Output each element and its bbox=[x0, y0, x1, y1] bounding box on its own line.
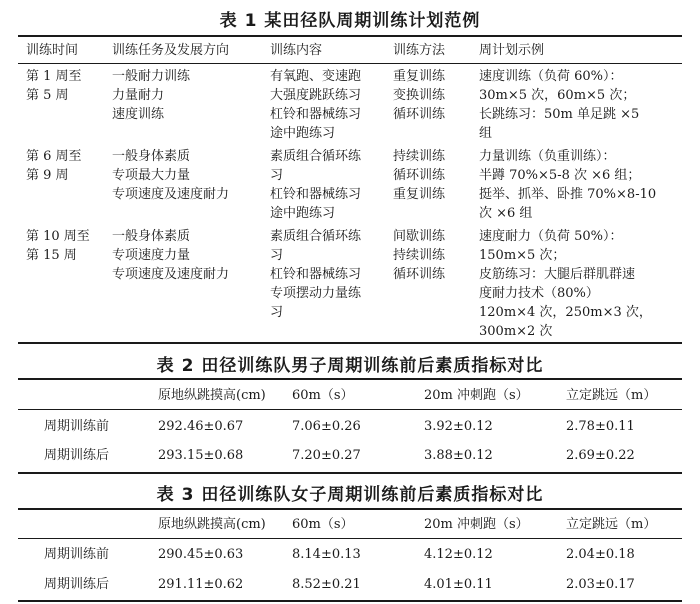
table3-row2-20m-sprint: 4.01±0.11 bbox=[424, 577, 493, 592]
table1-row1-method: 重复训练 变换训练 循环训练 bbox=[393, 69, 446, 122]
table3-row1-long-jump: 2.04±0.18 bbox=[566, 547, 635, 562]
table1-row3-plan: 速度耐力（负荷 50%）： 150m×5 次； 皮筋练习：大腿后群肌群速 度耐力技术（80%） 120m×4 次，250m×3 次， 300m×2 次 bbox=[479, 229, 652, 339]
table1-row1-task: 一般耐力训练 力量耐力 速度训练 bbox=[112, 69, 191, 122]
table3-row2-label: 周期训练后 bbox=[44, 577, 110, 592]
table3-row2-60m: 8.52±0.21 bbox=[292, 577, 361, 592]
table3-row1-20m-sprint: 4.12±0.12 bbox=[424, 547, 493, 562]
table2-row1-label: 周期训练前 bbox=[44, 419, 110, 434]
table1-row2-plan: 力量训练（负重训练）： 半蹲 70%×5-8 次 ×6 组； 挺举、抓举、卧推 70%×8-10 次 ×6 组 bbox=[479, 149, 657, 221]
table3-row2-jump-reach: 291.11±0.62 bbox=[158, 577, 244, 592]
table2-row1-jump-reach: 292.46±0.67 bbox=[158, 419, 244, 434]
table3-header-20m-sprint: 20m 冲刺跑（s） bbox=[424, 517, 529, 532]
table2-row2-label: 周期训练后 bbox=[44, 448, 110, 463]
table2-top-rule bbox=[18, 378, 682, 380]
table2-row2-60m: 7.20±0.27 bbox=[292, 448, 361, 463]
table3-bottom-rule bbox=[18, 600, 682, 602]
table1-row1-plan: 速度训练（负荷 60%）： 30m×5 次，60m×5 次； 长跳练习：50m 单足跳 ×5 组 bbox=[479, 69, 640, 141]
table1-header-time: 训练时间 bbox=[26, 43, 79, 58]
table1-row1-time: 第 1 周至 第 5 周 bbox=[26, 69, 82, 103]
table2-row2-jump-reach: 293.15±0.68 bbox=[158, 448, 244, 463]
table2-header-long-jump: 立定跳远（m） bbox=[566, 388, 657, 403]
table2-row1-20m-sprint: 3.92±0.12 bbox=[424, 419, 493, 434]
table2-row2-long-jump: 2.69±0.22 bbox=[566, 448, 635, 463]
table3-header-rule bbox=[18, 538, 682, 539]
table3-header-60m: 60m（s） bbox=[292, 517, 354, 532]
table1-bottom-rule bbox=[18, 342, 682, 344]
table2-row1-60m: 7.06±0.26 bbox=[292, 419, 361, 434]
table3-row1-jump-reach: 290.45±0.63 bbox=[158, 547, 244, 562]
table3-header-jump-reach: 原地纵跳摸高(cm) bbox=[158, 517, 266, 532]
table1-row2-task: 一般身体素质 专项最大力量 专项速度及速度耐力 bbox=[112, 149, 230, 202]
table1-row3-content: 素质组合循环练 习 杠铃和器械练习 专项摆动力量练 习 bbox=[270, 229, 362, 320]
table1-row1-content: 有氧跑、变速跑 大强度跳跃练习 杠铃和器械练习 途中跑练习 bbox=[270, 69, 362, 141]
table1-row2-method: 持续训练 循环训练 重复训练 bbox=[393, 149, 446, 202]
table1-header-task: 训练任务及发展方向 bbox=[112, 43, 230, 58]
table1-row2-time: 第 6 周至 第 9 周 bbox=[26, 149, 82, 183]
table1-header-plan: 周计划示例 bbox=[479, 43, 545, 58]
table2-title: 表 2 田径训练队男子周期训练前后素质指标对比 bbox=[156, 356, 544, 376]
table2-bottom-rule bbox=[18, 472, 682, 474]
table1-header-method: 训练方法 bbox=[393, 43, 446, 58]
table1-row3-task: 一般身体素质 专项速度力量 专项速度及速度耐力 bbox=[112, 229, 230, 282]
table3-row2-long-jump: 2.03±0.17 bbox=[566, 577, 635, 592]
table2-header-rule bbox=[18, 409, 682, 410]
table3-row1-60m: 8.14±0.13 bbox=[292, 547, 361, 562]
table2-header-jump-reach: 原地纵跳摸高(cm) bbox=[158, 388, 266, 403]
table1-header-content: 训练内容 bbox=[270, 43, 323, 58]
table3-title: 表 3 田径训练队女子周期训练前后素质指标对比 bbox=[156, 485, 544, 505]
table1-header-rule bbox=[18, 63, 682, 64]
table1-row3-method: 间歇训练 持续训练 循环训练 bbox=[393, 229, 446, 282]
table3-row1-label: 周期训练前 bbox=[44, 547, 110, 562]
table2-header-60m: 60m（s） bbox=[292, 388, 354, 403]
table2-row1-long-jump: 2.78±0.11 bbox=[566, 419, 635, 434]
table2-header-20m-sprint: 20m 冲刺跑（s） bbox=[424, 388, 529, 403]
table3-header-long-jump: 立定跳远（m） bbox=[566, 517, 657, 532]
table1-title: 表 1 某田径队周期训练计划范例 bbox=[219, 11, 481, 31]
table1-row3-time: 第 10 周至 第 15 周 bbox=[26, 229, 90, 263]
table3-top-rule bbox=[18, 508, 682, 510]
table1-top-rule bbox=[18, 35, 682, 37]
table1-row2-content: 素质组合循环练 习 杠铃和器械练习 途中跑练习 bbox=[270, 149, 362, 221]
table2-row2-20m-sprint: 3.88±0.12 bbox=[424, 448, 493, 463]
